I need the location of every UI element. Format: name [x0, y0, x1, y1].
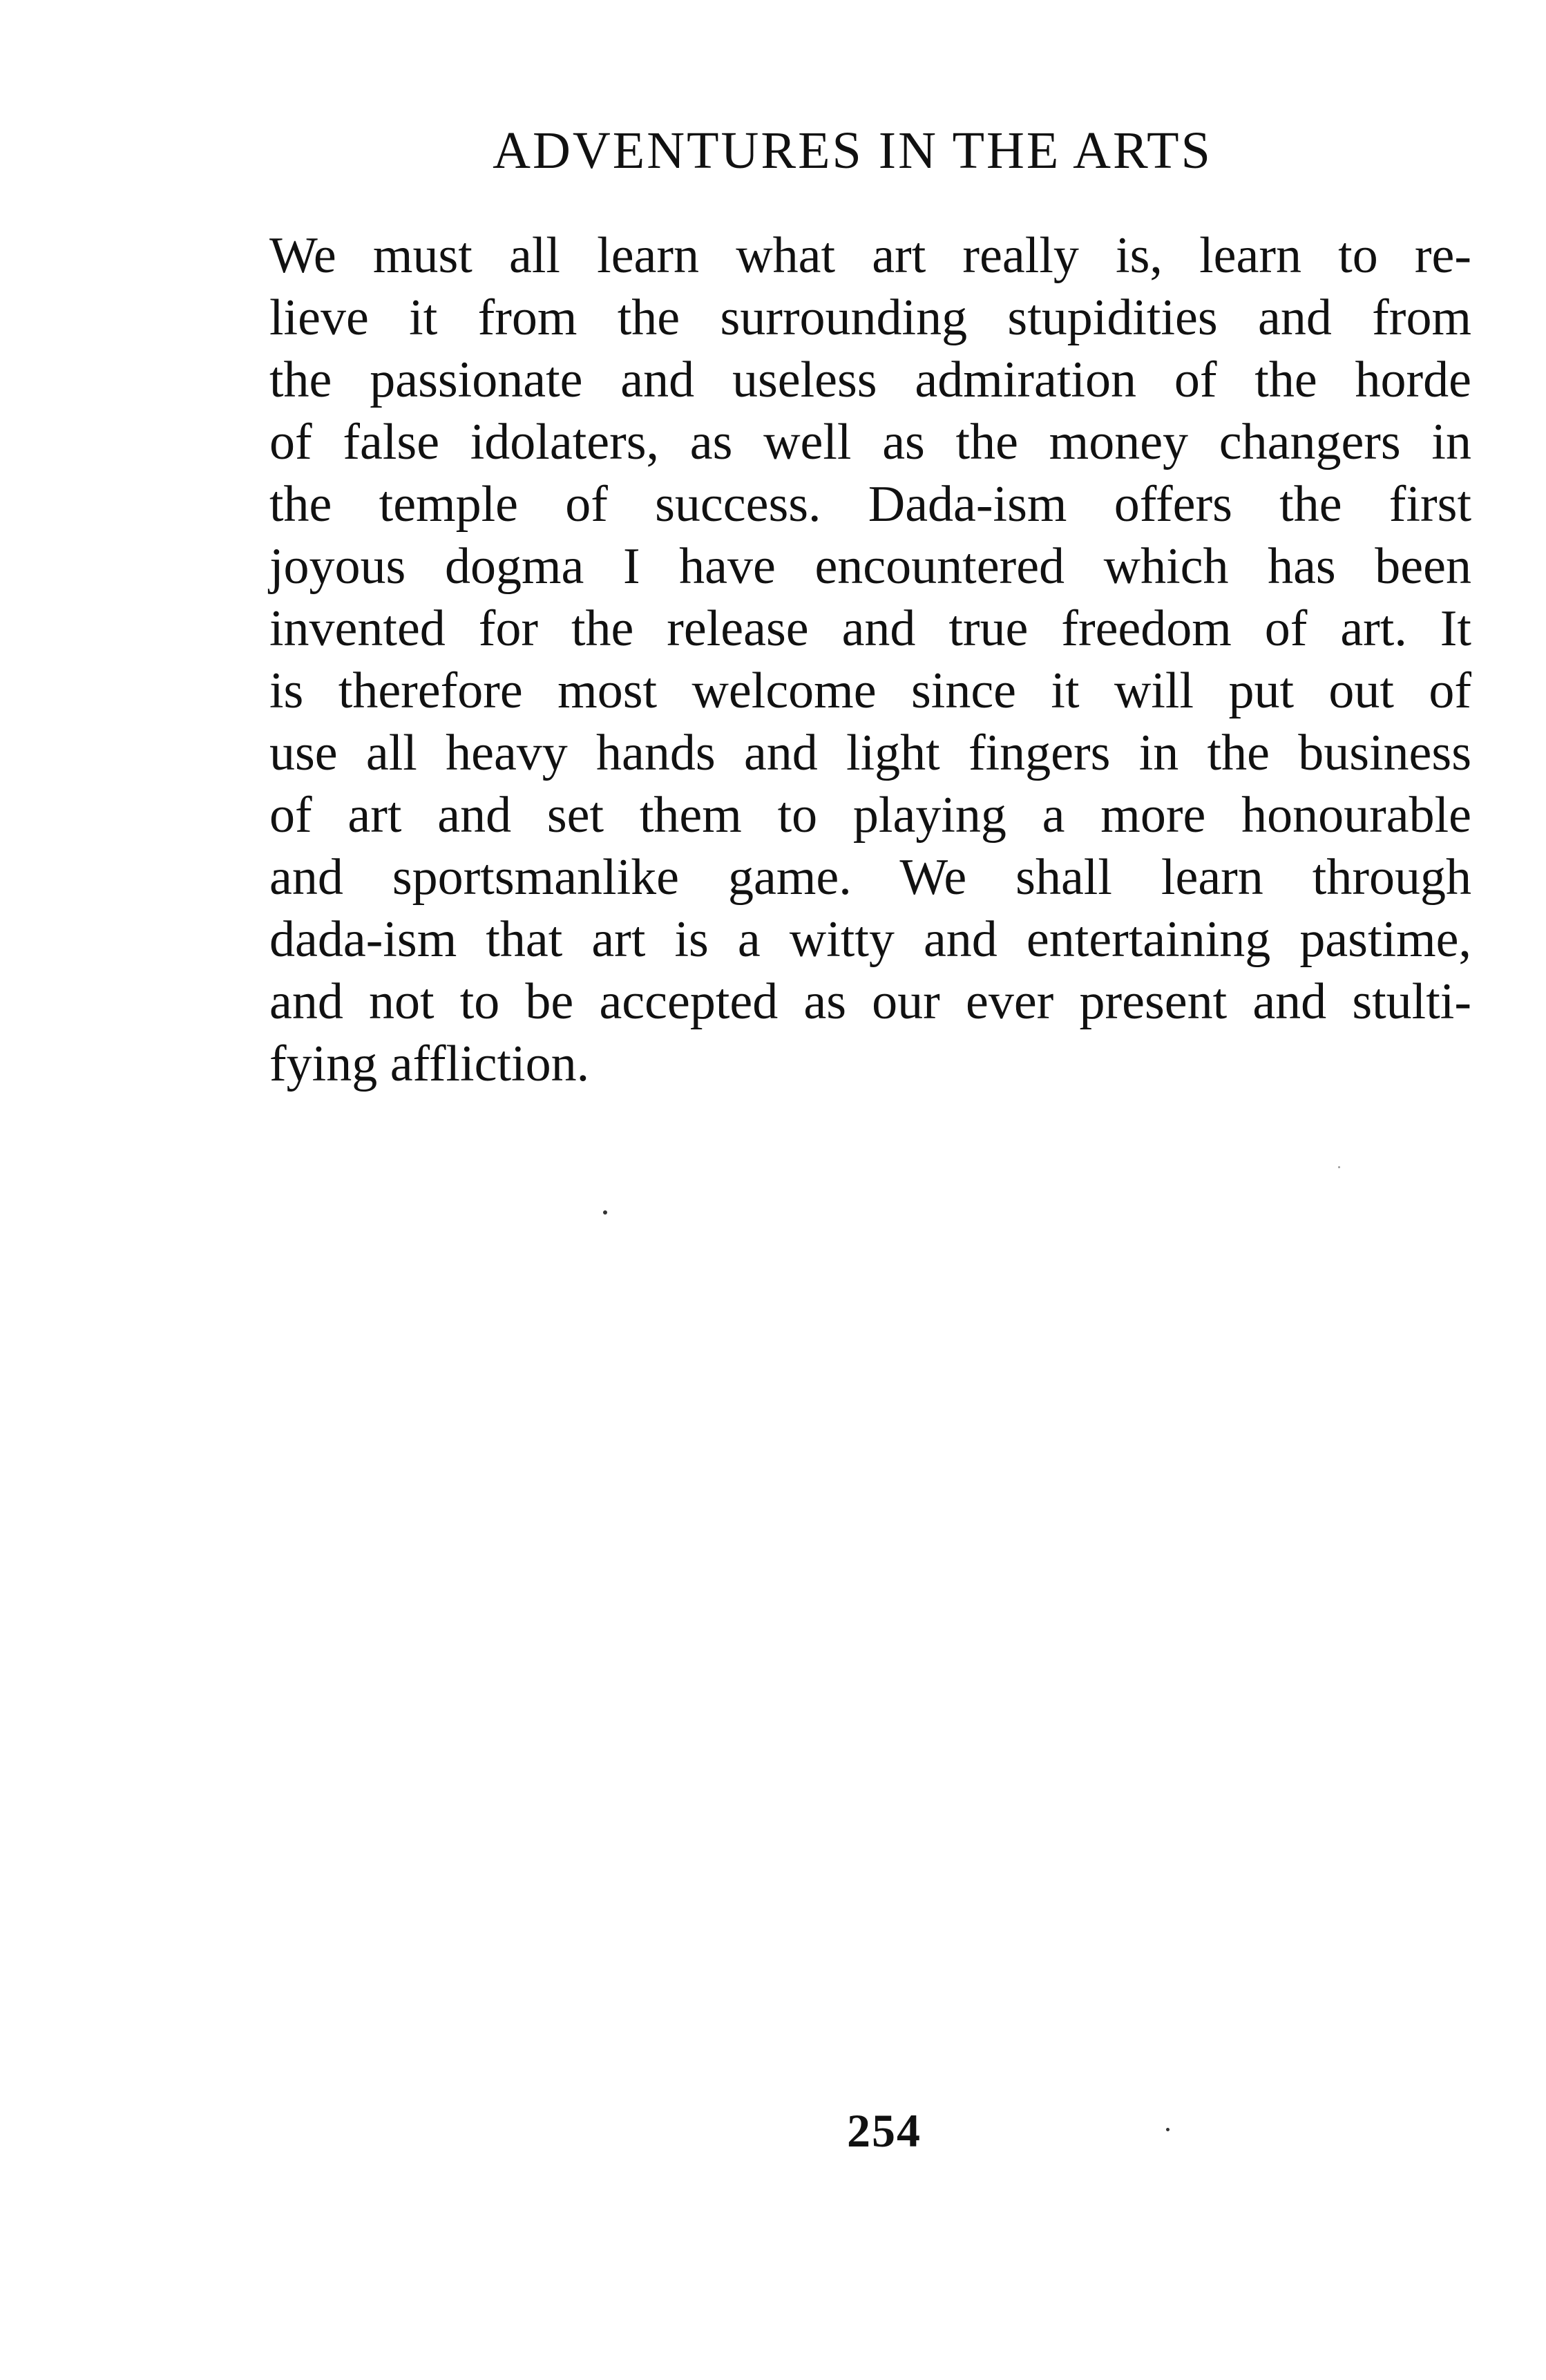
- text-line: use all heavy hands and light fingers in the business: [269, 725, 1471, 781]
- text-line: joyous dogma I have encountered which has been: [269, 538, 1471, 595]
- text-line: of art and set them to playing a more honourable: [269, 787, 1471, 844]
- print-speck: [1338, 1166, 1340, 1168]
- text-line: dada-ism that art is a witty and entertaining pastime,: [269, 911, 1471, 968]
- text-line: the passionate and useless admiration of the horde: [269, 352, 1471, 408]
- text-line: lieve it from the surrounding stupidities and from: [269, 289, 1471, 346]
- page-number: 254: [847, 2104, 922, 2157]
- text-line: invented for the release and true freedom of art. It: [269, 600, 1471, 657]
- body-paragraph: [269, 225, 1471, 1095]
- print-speck: [603, 1210, 607, 1215]
- text-line: the temple of success. Dada-ism offers the first: [269, 476, 1471, 533]
- text-line: is therefore most welcome since it will put out of: [269, 663, 1471, 719]
- print-speck: [1166, 2128, 1170, 2131]
- running-header: ADVENTURES IN THE ARTS: [493, 122, 1212, 180]
- text-line-last: fying affliction.: [269, 1036, 590, 1092]
- text-line: of false idolaters, as well as the money changers in: [269, 414, 1471, 470]
- text-line: and not to be accepted as our ever present and stulti-: [269, 973, 1471, 1030]
- text-line: and sportsmanlike game. We shall learn through: [269, 849, 1471, 906]
- text-line: We must all learn what art really is, learn to re-: [269, 227, 1471, 284]
